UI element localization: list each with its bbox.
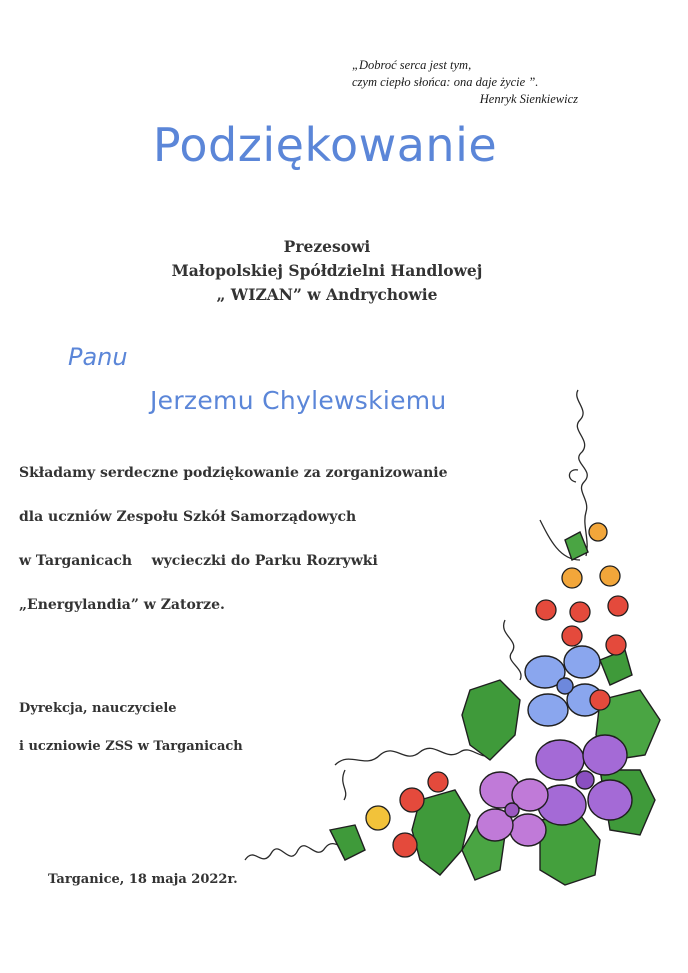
signature-block	[19, 700, 243, 776]
body-line-4: „Energylandia” w Zatorze.	[19, 597, 225, 613]
berry	[606, 635, 626, 655]
signature-line-2: i uczniowie ZSS w Targanicach	[19, 739, 243, 754]
quote-line-2: czym ciepło słońca: ona daje życie ”.	[352, 75, 539, 89]
berry	[590, 690, 610, 710]
berry	[400, 788, 424, 812]
leaf-6	[462, 820, 505, 880]
page-title: Podziękowanie	[152, 118, 498, 172]
leaf-3	[412, 790, 470, 875]
recipient-block	[0, 235, 654, 307]
date-line: Targanice, 18 maja 2022r.	[48, 872, 238, 887]
berry	[393, 833, 417, 857]
body-line-2: dla uczniów Zespołu Szkół Samorządowych	[19, 509, 357, 525]
salutation: Panu	[68, 343, 128, 371]
berry	[608, 596, 628, 616]
recipient-line-1: Prezesowi	[283, 237, 371, 256]
flowers	[477, 646, 632, 846]
berry	[600, 566, 620, 586]
motto-quote	[352, 57, 592, 108]
recipient-name: Jerzemu Chylewskiemu	[150, 386, 447, 415]
body-line-1: Składamy serdeczne podziękowanie za zorganizowanie	[19, 465, 448, 481]
recipient-line-2: Małopolskiej Spółdzielni Handlowej	[171, 261, 483, 280]
leaf-7	[330, 825, 365, 860]
leaf-4	[540, 815, 600, 885]
leaf-2	[596, 690, 660, 760]
signature-line-1: Dyrekcja, nauczyciele	[19, 701, 177, 716]
berry	[428, 772, 448, 792]
body-line-3: w Targanicach wycieczki do Parku Rozrywki	[19, 553, 378, 569]
purple-flower-large	[536, 735, 632, 825]
leaf-1	[462, 680, 520, 760]
purple-flower-small	[477, 772, 548, 846]
recipient-line-3: „ WIZAN” w Andrychowie	[216, 285, 438, 304]
leaf-5	[600, 770, 655, 835]
quote-line-1: „Dobroć serca jest tym,	[352, 58, 472, 72]
leaf-9	[600, 650, 632, 685]
quote-author: Henryk Sienkiewicz	[479, 92, 578, 106]
berry	[366, 806, 390, 830]
blue-flower	[525, 646, 603, 726]
berry	[589, 523, 607, 541]
body-text	[19, 463, 579, 639]
